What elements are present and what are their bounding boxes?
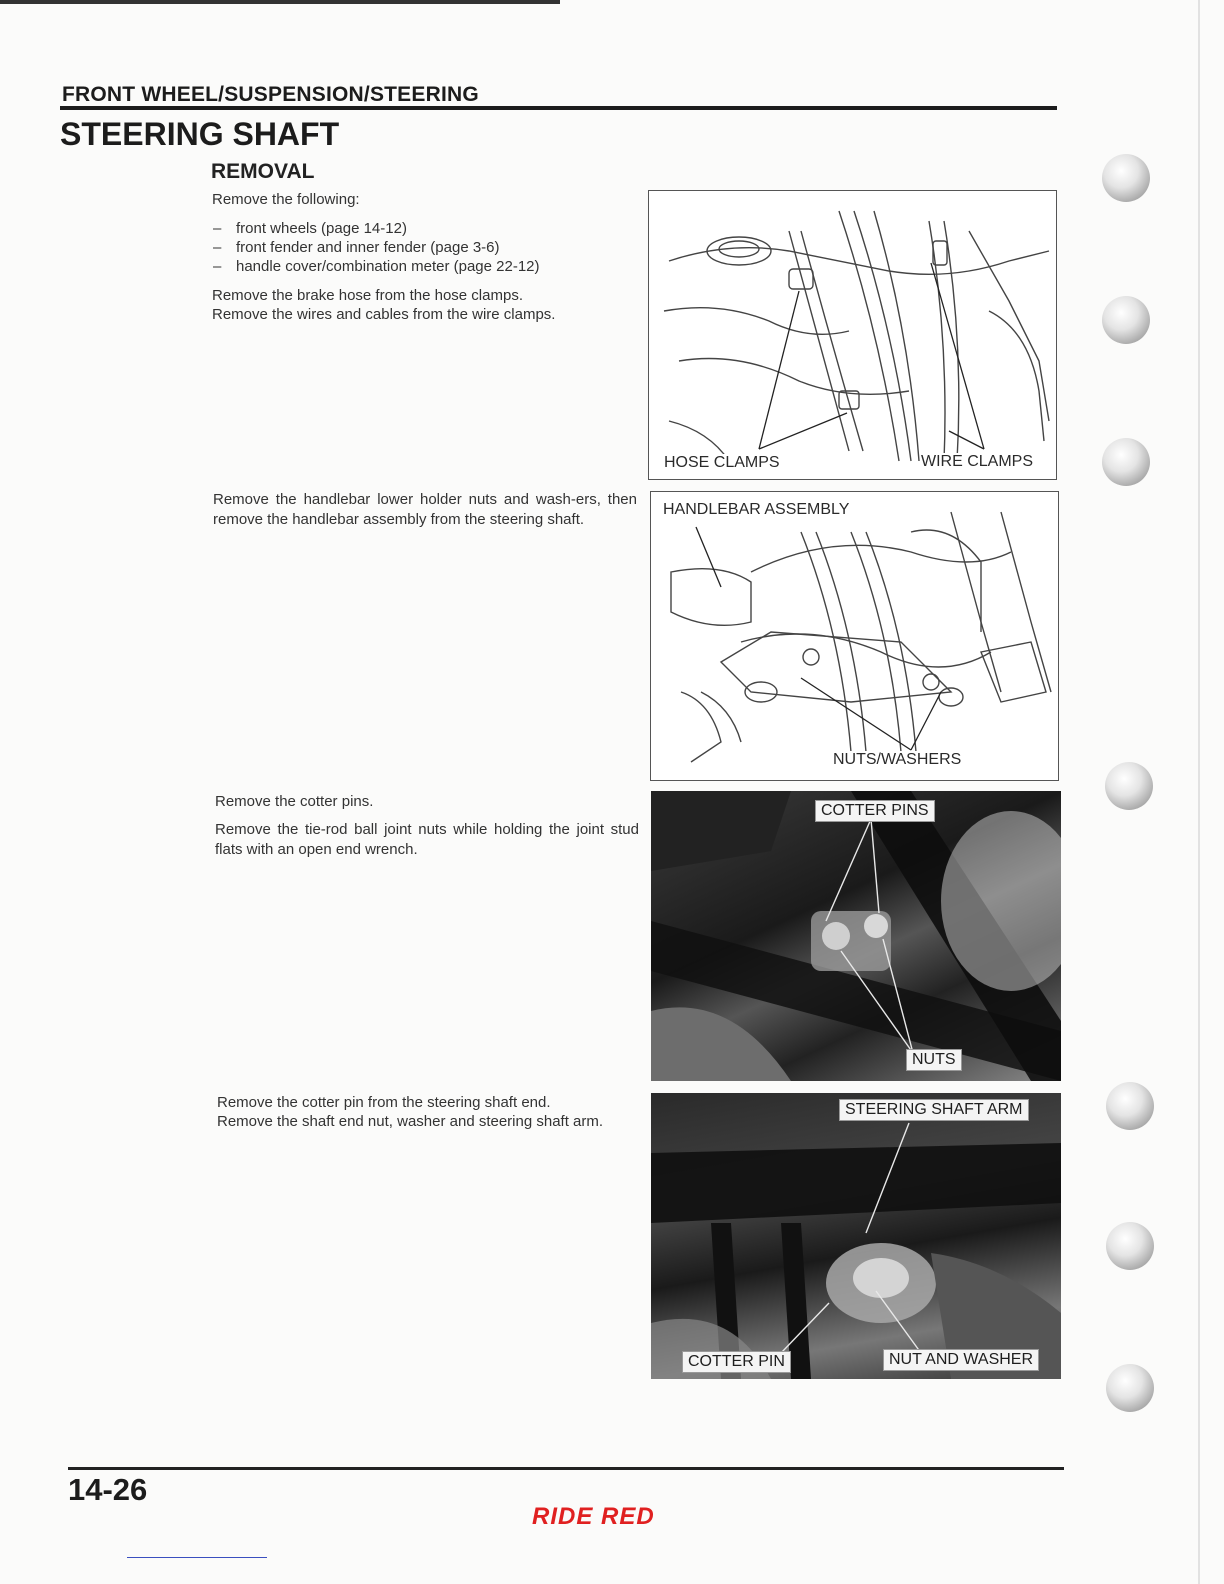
subsection-title: REMOVAL (211, 160, 315, 183)
label-nut-and-washer: NUT AND WASHER (883, 1349, 1039, 1371)
label-cotter-pins: COTTER PINS (815, 800, 935, 822)
footer-rule (68, 1467, 1064, 1470)
list-marker: – (213, 239, 222, 256)
step-text: Remove the shaft end nut, washer and steering shaft arm. (217, 1113, 604, 1130)
intro-text: Remove the following: (212, 191, 360, 208)
list-marker: – (213, 220, 222, 237)
binder-tab-dot (1106, 1364, 1154, 1412)
list-item (213, 257, 633, 276)
brand-logo: RIDE RED (532, 1503, 655, 1530)
page-number: 14-26 (68, 1472, 148, 1507)
footer-link-underline (127, 1557, 267, 1558)
list-item-text: handle cover/combination meter (page 22-12) (236, 258, 540, 275)
binder-tab-dot (1102, 154, 1150, 202)
binder-tab-dot (1102, 296, 1150, 344)
photo-cotter-pins-nuts (651, 791, 1061, 1081)
binder-tab-dot (1105, 762, 1153, 810)
step-text: Remove the wires and cables from the wire clamps. (212, 306, 556, 323)
label-hose-clamps: HOSE CLAMPS (664, 454, 780, 471)
list-marker: – (213, 258, 222, 275)
header-rule (60, 106, 1057, 110)
step-text: Remove the cotter pins. (215, 793, 374, 810)
page-title: STEERING SHAFT (60, 116, 340, 152)
list-item-text: front wheels (page 14-12) (236, 220, 407, 237)
hose-clamp-illustration (649, 191, 1056, 479)
steering-shaft-photo (651, 1093, 1061, 1379)
handlebar-illustration (651, 492, 1058, 780)
binder-tab-dot (1106, 1082, 1154, 1130)
step-text: Remove the handlebar lower holder nuts and wash-ers, then remove the handlebar assembly from the steering shaft. (213, 491, 637, 528)
top-edge-line (0, 0, 560, 4)
cotter-pins-photo (651, 791, 1061, 1081)
figure-hose-wire-clamps (648, 190, 1057, 480)
label-wire-clamps: WIRE CLAMPS (921, 453, 1034, 470)
label-handlebar-assembly: HANDLEBAR ASSEMBLY (663, 501, 850, 518)
label-nuts-washers: NUTS/WASHERS (833, 751, 962, 768)
label-steering-shaft-arm: STEERING SHAFT ARM (839, 1099, 1029, 1121)
figure-handlebar-assembly (650, 491, 1059, 781)
list-item (213, 219, 633, 238)
label-nuts: NUTS (906, 1049, 962, 1071)
photo-steering-shaft-arm (651, 1093, 1061, 1379)
step-text: Remove the cotter pin from the steering shaft end. (217, 1094, 551, 1111)
step-text: Remove the tie-rod ball joint nuts while holding the joint stud flats with an open end wrench. (215, 821, 639, 858)
section-header: FRONT WHEEL/SUSPENSION/STEERING (62, 83, 479, 106)
binder-tab-dot (1102, 438, 1150, 486)
removal-list (213, 219, 633, 276)
step-text: Remove the brake hose from the hose clamps. (212, 287, 523, 304)
page-edge (1198, 0, 1200, 1584)
binder-tab-dot (1106, 1222, 1154, 1270)
list-item (213, 238, 633, 257)
list-item-text: front fender and inner fender (page 3-6) (236, 239, 500, 256)
label-cotter-pin: COTTER PIN (682, 1351, 791, 1373)
